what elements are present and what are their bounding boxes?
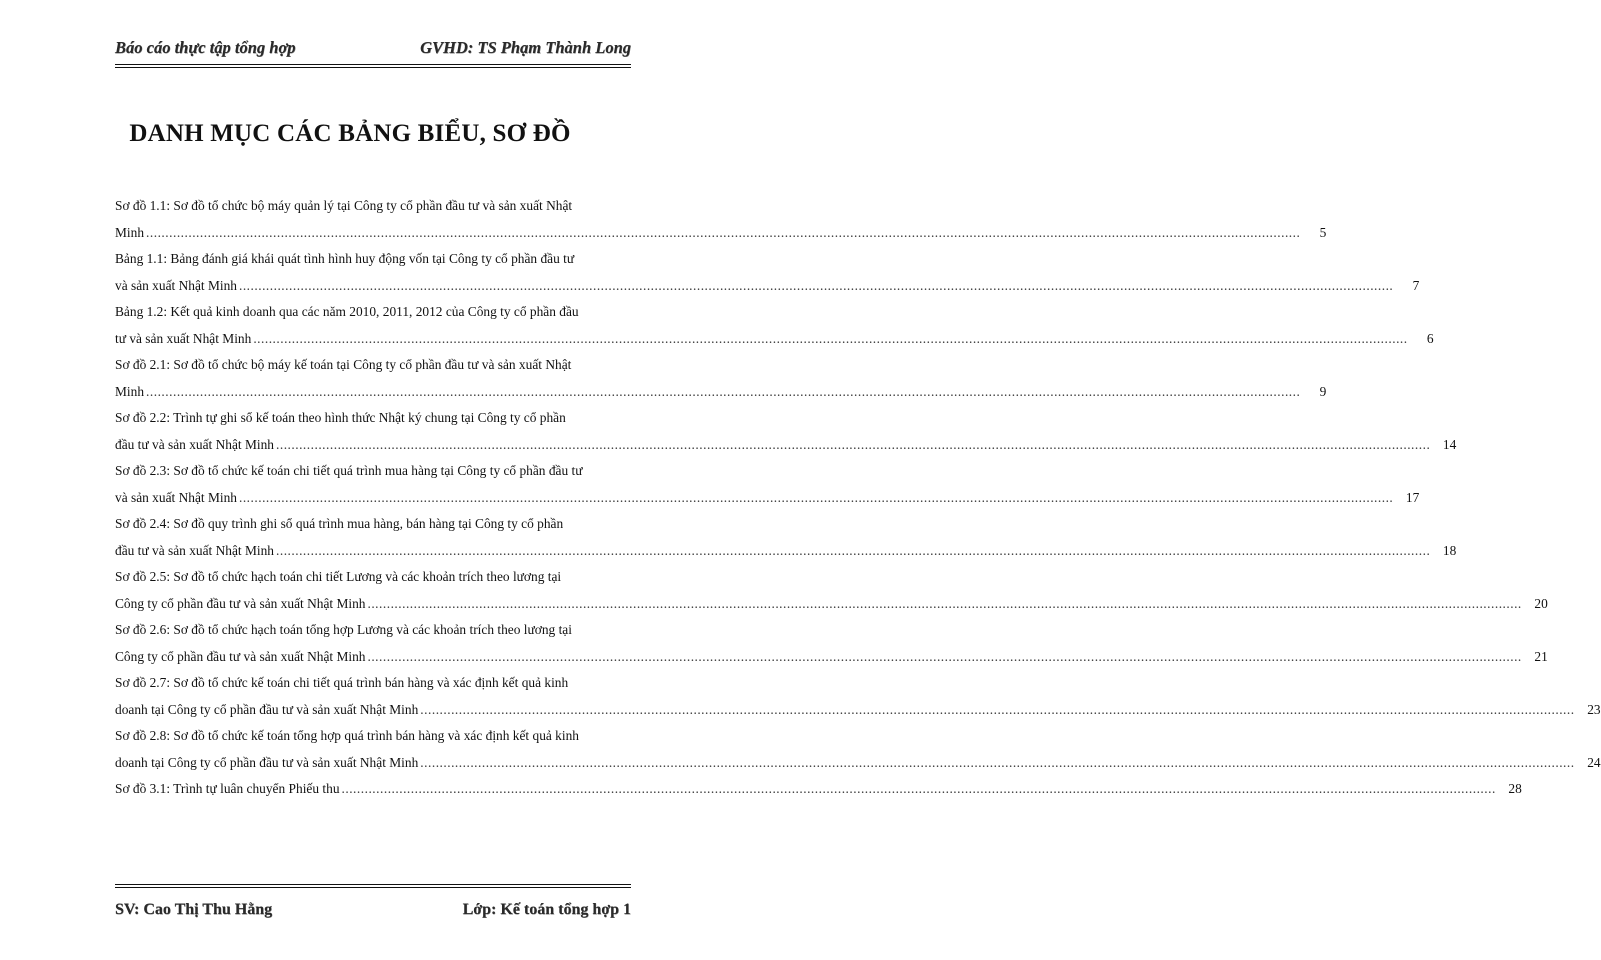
page-title: DANH MỤC CÁC BẢNG BIỂU, SƠ ĐỒ <box>129 120 571 147</box>
dot-leader: ............................................................................................................................................................................................................................................................................................................ <box>276 542 1431 558</box>
dot-leader: ............................................................................................................................................................................................................................................................................................................ <box>238 489 1394 505</box>
page-number: 23 <box>1587 701 1601 717</box>
dot-leader: ............................................................................................................................................................................................................................................................................................................ <box>146 224 1301 240</box>
toc-entry <box>115 511 1457 564</box>
toc-entry <box>115 299 1434 352</box>
entry-text-cont: Công ty cổ phần đầu tư và sản xuất Nhật Minh <box>115 648 366 664</box>
dot-leader: ............................................................................................................................................................................................................................................................................................................ <box>420 701 1575 717</box>
class-name: Lớp: Kế toán tổng hợp 1 <box>462 901 631 918</box>
page-number: 21 <box>1534 648 1548 664</box>
table-of-figures <box>115 193 1601 803</box>
page-number: 14 <box>1442 436 1457 452</box>
entry-text: Sơ đồ 3.1: Trình tự luân chuyển Phiếu thu <box>115 781 340 796</box>
header-rule <box>115 67 631 68</box>
toc-entry <box>115 670 1601 723</box>
entry-text: Sơ đồ 2.8: Sơ đồ tổ chức kế toán tổng hợp quá trình bán hàng và xác định kết quả kinh <box>115 728 579 743</box>
toc-entry <box>115 617 1548 670</box>
report-title: Báo cáo thực tập tổng hợp <box>115 38 296 57</box>
entry-text: Sơ đồ 2.2: Trình tự ghi sổ kế toán theo hình thức Nhật ký chung tại Công ty cổ phần <box>115 410 566 425</box>
toc-entry <box>115 246 1420 299</box>
entry-text-cont: Công ty cổ phần đầu tư và sản xuất Nhật Minh <box>115 595 366 611</box>
entry-text-cont: Minh <box>115 383 145 399</box>
entry-text-cont: tư và sản xuất Nhật Minh <box>115 330 252 346</box>
student-name: SV: Cao Thị Thu Hằng <box>115 901 273 918</box>
footer-rule <box>115 887 631 888</box>
dot-leader: ............................................................................................................................................................................................................................................................................................................ <box>146 383 1301 399</box>
entry-text: Bảng 1.1: Bảng đánh giá khái quát tình hình huy động vốn tại Công ty cổ phần đầu tư <box>115 251 575 266</box>
page-number: 7 <box>1412 277 1420 293</box>
page-number: 18 <box>1442 542 1457 558</box>
page-number: 28 <box>1508 781 1522 796</box>
dot-leader: ............................................................................................................................................................................................................................................................................................................ <box>253 330 1408 346</box>
toc-entry <box>115 723 1601 776</box>
toc-entry <box>115 193 1327 246</box>
entry-text: Sơ đồ 2.5: Sơ đồ tổ chức hạch toán chi tiết Lương và các khoản trích theo lương tại <box>115 569 562 584</box>
entry-text: Sơ đồ 2.4: Sơ đồ quy trình ghi sổ quá trình mua hàng, bán hàng tại Công ty cổ phần <box>115 516 564 531</box>
entry-text-cont: đầu tư và sản xuất Nhật Minh <box>115 436 274 452</box>
entry-text-cont: doanh tại Công ty cổ phần đầu tư và sản xuất Nhật Minh <box>115 754 419 770</box>
entry-text-cont: đầu tư và sản xuất Nhật Minh <box>115 542 274 558</box>
dot-leader: ............................................................................................................................................................................................................................................................................................................ <box>420 754 1575 770</box>
entry-text: Sơ đồ 1.1: Sơ đồ tổ chức bộ máy quản lý tại Công ty cổ phần đầu tư và sản xuất Nhật <box>115 198 573 213</box>
page-number: 20 <box>1534 595 1548 611</box>
dot-leader: ............................................................................................................................................................................................................................................................................................................ <box>276 436 1431 452</box>
page-number: 5 <box>1319 224 1327 240</box>
entry-text-cont: và sản xuất Nhật Minh <box>115 277 237 293</box>
toc-entry <box>115 564 1548 617</box>
dot-leader: ............................................................................................................................................................................................................................................................................................................ <box>341 781 1496 796</box>
entry-text: Sơ đồ 2.3: Sơ đồ tổ chức kế toán chi tiết quá trình mua hàng tại Công ty cổ phần đầu tư <box>115 463 583 478</box>
toc-entry <box>115 352 1327 405</box>
entry-text-cont: và sản xuất Nhật Minh <box>115 489 237 505</box>
page-number: 24 <box>1587 754 1601 770</box>
page-footer <box>115 901 631 923</box>
page-number: 9 <box>1319 383 1327 399</box>
header-rule <box>115 64 631 65</box>
dot-leader: ............................................................................................................................................................................................................................................................................................................ <box>367 595 1522 611</box>
toc-entry <box>115 776 1522 803</box>
entry-text: Sơ đồ 2.7: Sơ đồ tổ chức kế toán chi tiết quá trình bán hàng và xác định kết quả kinh <box>115 675 569 690</box>
entry-text: Sơ đồ 2.1: Sơ đồ tổ chức bộ máy kế toán tại Công ty cổ phần đầu tư và sản xuất Nhật <box>115 357 572 372</box>
entry-text: Bảng 1.2: Kết quả kinh doanh qua các năm 2010, 2011, 2012 của Công ty cổ phần đầu <box>115 304 579 319</box>
toc-entry <box>115 405 1457 458</box>
footer-rule <box>115 884 631 885</box>
dot-leader: ............................................................................................................................................................................................................................................................................................................ <box>238 277 1394 293</box>
dot-leader: ............................................................................................................................................................................................................................................................................................................ <box>367 648 1522 664</box>
page-number: 6 <box>1426 330 1434 346</box>
page-number: 17 <box>1405 489 1420 505</box>
page-header <box>115 38 631 60</box>
entry-text-cont: Minh <box>115 224 145 240</box>
entry-text-cont: doanh tại Công ty cổ phần đầu tư và sản xuất Nhật Minh <box>115 701 419 717</box>
toc-entry <box>115 458 1420 511</box>
supervisor: GVHD: TS Phạm Thành Long <box>420 38 631 57</box>
entry-text: Sơ đồ 2.6: Sơ đồ tổ chức hạch toán tổng hợp Lương và các khoản trích theo lương tại <box>115 622 572 637</box>
